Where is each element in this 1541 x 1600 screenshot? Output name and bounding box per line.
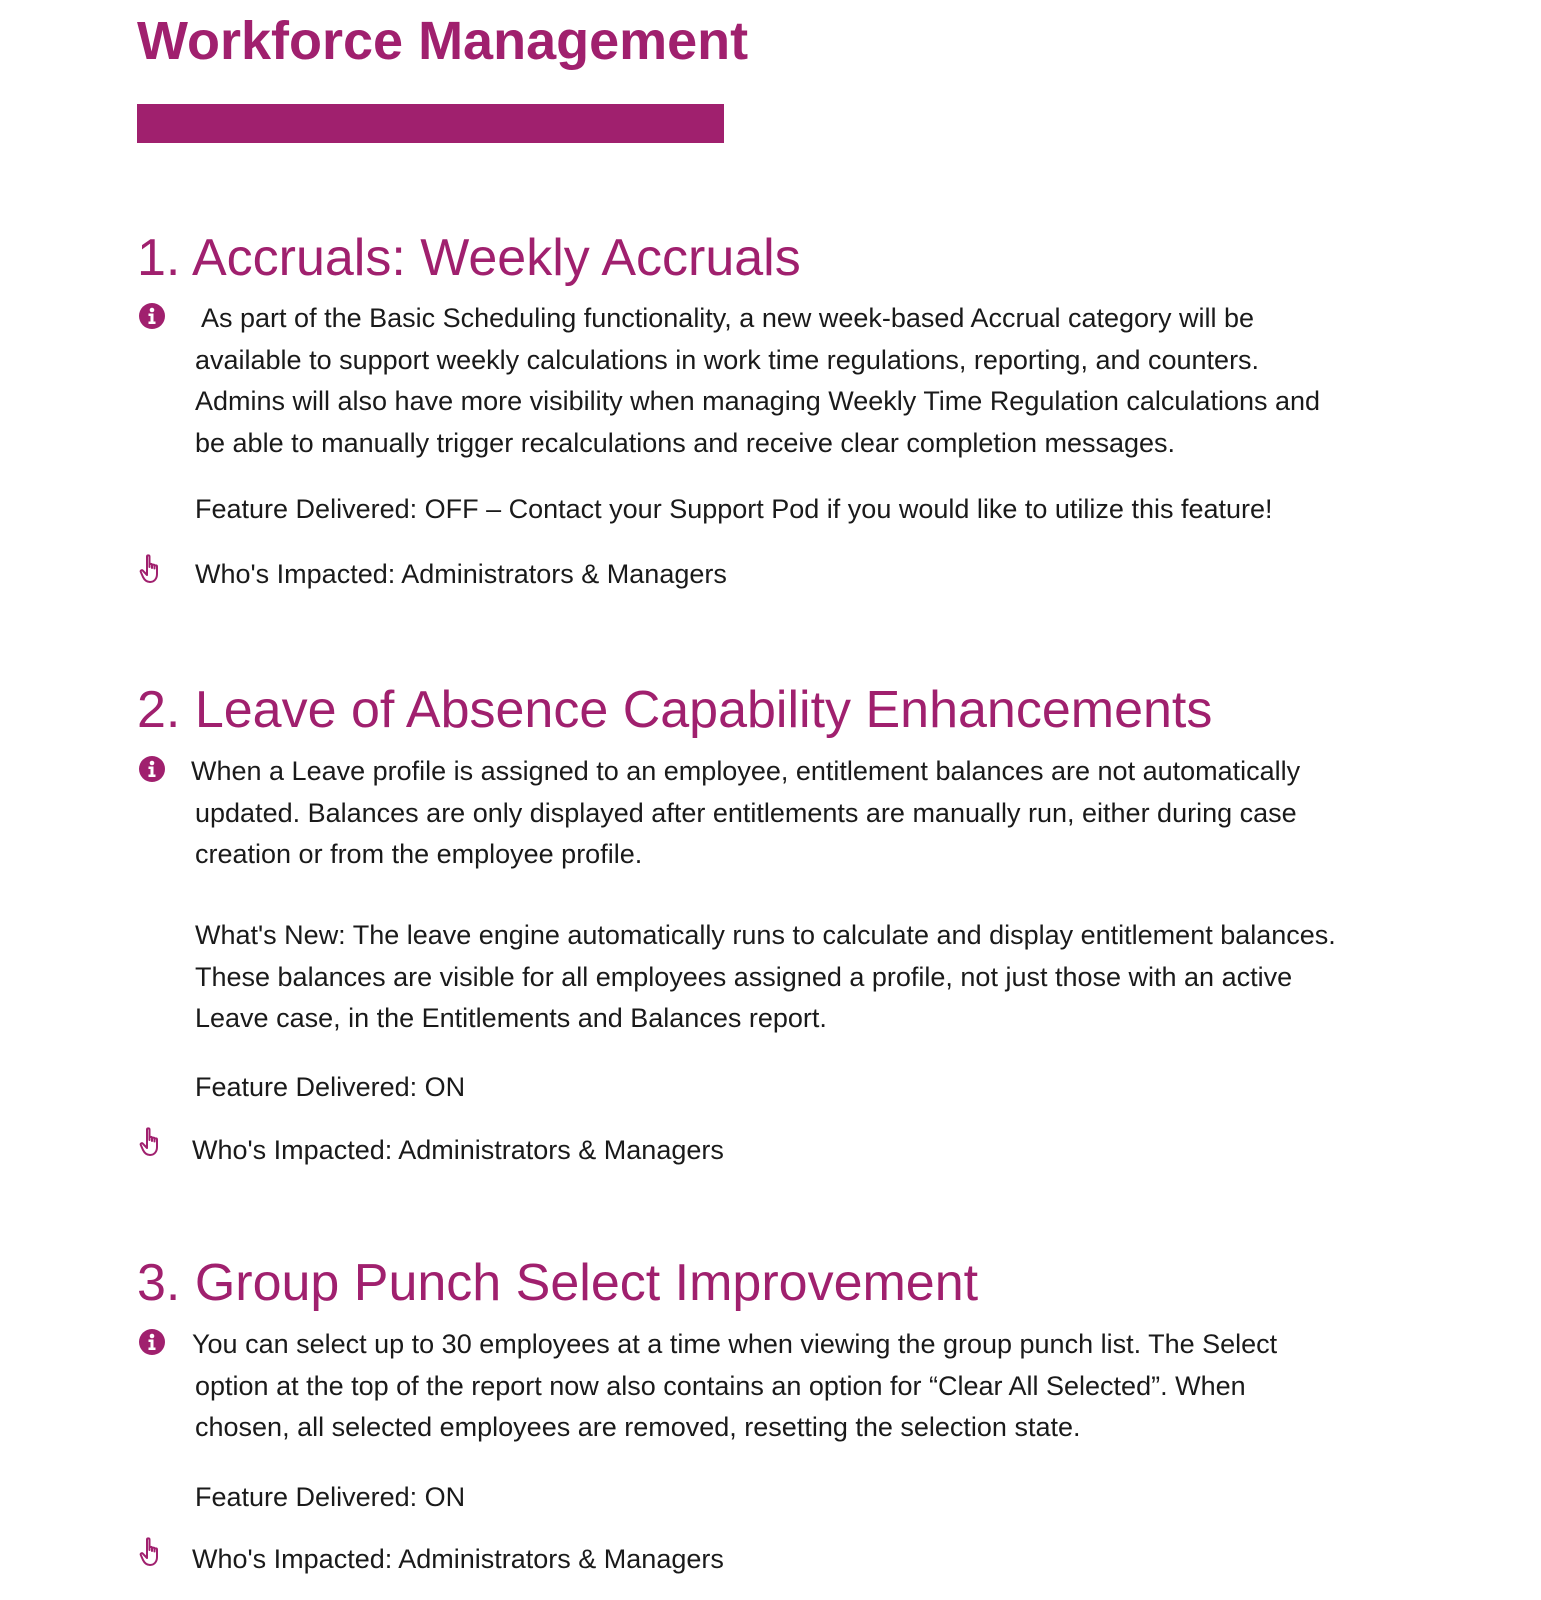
- section-1-feature-delivered: Feature Delivered: OFF – Contact your Support Pod if you would like to utilize this feature!: [195, 494, 1273, 524]
- description-line: Admins will also have more visibility when managing Weekly Time Regulation calculations and: [195, 386, 1321, 416]
- section-2-description: [191, 751, 1301, 876]
- section-2-feature-delivered: Feature Delivered: ON: [195, 1072, 466, 1102]
- section-3-heading: 3. Group Punch Select Improvement: [137, 1254, 979, 1312]
- title-underline-bar: [137, 104, 724, 143]
- description-line: You can select up to 30 employees at a time when viewing the group punch list. The Select: [192, 1329, 1278, 1359]
- info-circle-icon: [138, 302, 166, 330]
- whats-new-line: Leave case, in the Entitlements and Balances report.: [195, 1003, 827, 1033]
- description-line: When a Leave profile is assigned to an employee, entitlement balances are not automatically: [191, 756, 1301, 786]
- info-circle-icon: [138, 755, 166, 783]
- section-3-feature-delivered: Feature Delivered: ON: [195, 1482, 466, 1512]
- section-2-heading: 2. Leave of Absence Capability Enhancements: [137, 681, 1213, 739]
- page-title: Workforce Management: [137, 11, 749, 71]
- whats-new-line: What's New: The leave engine automatically runs to calculate and display entitlement balances.: [195, 920, 1336, 950]
- description-line: option at the top of the report now also contains an option for “Clear All Selected”. When: [195, 1370, 1246, 1401]
- description-line: creation or from the employee profile.: [195, 839, 643, 869]
- description-line: available to support weekly calculations in work time regulations, reporting, and counters.: [195, 344, 1260, 375]
- description-line: updated. Balances are only displayed after entitlements are manually run, either during case: [195, 797, 1297, 828]
- description-line: be able to manually trigger recalculations and receive clear completion messages.: [195, 427, 1176, 458]
- pointing-hand-icon: [139, 1536, 167, 1568]
- section-3-description: [192, 1324, 1278, 1449]
- section-2-whos-impacted: Who's Impacted: Administrators & Managers: [192, 1135, 724, 1165]
- whats-new-line: These balances are visible for all employees assigned a profile, not just those with an active: [195, 961, 1293, 992]
- pointing-hand-icon: [139, 1126, 167, 1158]
- info-circle-icon: [138, 1328, 166, 1356]
- section-1-whos-impacted: Who's Impacted: Administrators & Managers: [195, 559, 727, 589]
- section-3-whos-impacted: Who's Impacted: Administrators & Managers: [192, 1544, 724, 1574]
- section-1-description: [195, 298, 1320, 464]
- description-line: As part of the Basic Scheduling functionality, a new week-based Accrual category will be: [195, 303, 1255, 333]
- section-2-whats-new: [195, 915, 1336, 1040]
- section-1-heading: 1. Accruals: Weekly Accruals: [137, 229, 801, 287]
- description-line: chosen, all selected employees are removed, resetting the selection state.: [195, 1412, 1081, 1442]
- pointing-hand-icon: [139, 553, 167, 585]
